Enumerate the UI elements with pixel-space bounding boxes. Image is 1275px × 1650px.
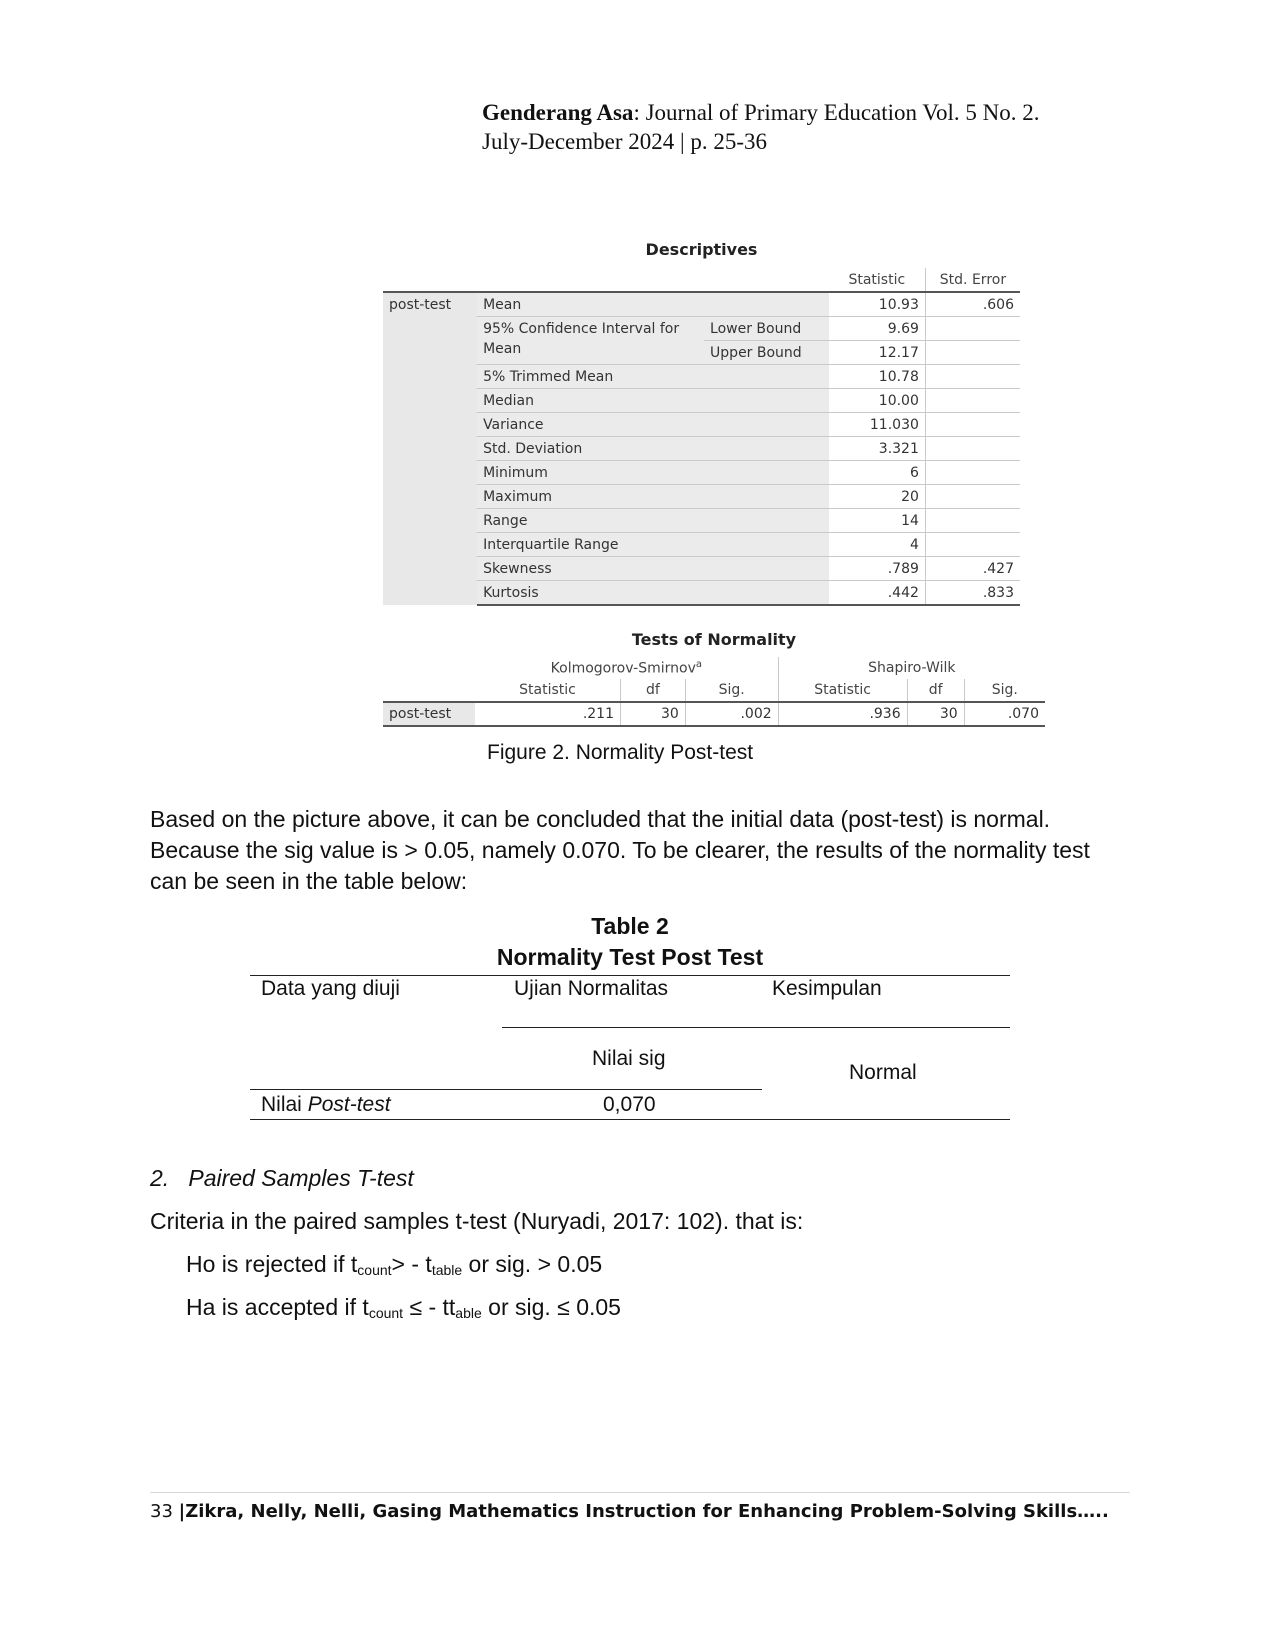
row-sublabel: Upper Bound [704, 341, 829, 365]
journal-issue: July-December 2024 | p. 25-36 [482, 129, 768, 154]
table-row [383, 509, 1020, 533]
col-df: df [907, 679, 964, 702]
descriptives-table [383, 268, 1020, 606]
ks-header: Kolmogorov-Smirnov$^a$ [550, 659, 702, 677]
row-label: Kurtosis [477, 581, 829, 606]
row-label: 5% Trimmed Mean [477, 365, 829, 389]
stat-value: .789 [829, 557, 926, 581]
row-label: Interquartile Range [477, 533, 829, 557]
criteria-ha: Ha is accepted if $t_{count}$ ≤ - $tt_{able}$ or sig. ≤ 0.05 [186, 1294, 621, 1321]
table2-col2: Ujian Normalitas [514, 977, 669, 1000]
col-std-error: Std. Error [925, 268, 1020, 292]
normality-title: Tests of Normality [631, 630, 797, 649]
journal-name: Genderang Asa [482, 100, 634, 125]
se-value [925, 413, 1020, 437]
figure-caption: Figure 2. Normality Post-test [487, 741, 754, 764]
row-sublabel: Lower Bound [704, 317, 829, 341]
sw-header: Shapiro-Wilk [778, 657, 1045, 679]
table2-top-rule [250, 975, 1010, 976]
table2-subcol: Nilai sig [592, 1047, 666, 1070]
table2-title [250, 911, 1010, 973]
table2-row-value: 0,070 [603, 1093, 656, 1116]
se-value [925, 365, 1020, 389]
stat-value: 10.78 [829, 365, 926, 389]
row-label: 95% Confidence Interval for [477, 317, 704, 341]
stat-value: 12.17 [829, 341, 926, 365]
col-sig: Sig. [964, 679, 1045, 702]
journal-info: : Journal of Primary Education Vol. 5 No. 2. [633, 100, 1040, 125]
table-row [383, 317, 1020, 341]
sw-sig: .070 [964, 702, 1045, 726]
stat-value: 11.030 [829, 413, 926, 437]
stat-value: 6 [829, 461, 926, 485]
table2-row-rule [250, 1089, 762, 1090]
row-label: Median [477, 389, 829, 413]
section-heading: 2. Paired Samples T-test [150, 1165, 414, 1191]
se-value [925, 437, 1020, 461]
table2-number: Table 2 [591, 913, 669, 939]
table2-col1: Data yang diuji [261, 977, 400, 1000]
stat-value: 10.00 [829, 389, 926, 413]
table-row [383, 292, 1020, 317]
se-value: .606 [925, 292, 1020, 317]
sw-statistic: .936 [778, 702, 907, 726]
descriptives-title: Descriptives [645, 240, 758, 259]
ks-statistic: .211 [475, 702, 620, 726]
table-row [383, 341, 1020, 365]
stat-value: 4 [829, 533, 926, 557]
se-value [925, 485, 1020, 509]
row-label: post-test [383, 702, 475, 726]
table2-mid-rule [502, 1027, 1010, 1028]
table-row [383, 702, 1045, 726]
table-row [383, 533, 1020, 557]
col-statistic: Statistic [778, 679, 907, 702]
footer-text: |Zikra, Nelly, Nelli, Gasing Mathematics Instruction for Enhancing Problem-Solving Skills….. [178, 1501, 1109, 1522]
row-label: Std. Deviation [477, 437, 829, 461]
col-statistic: Statistic [475, 679, 620, 702]
criteria-intro: Criteria in the paired samples t-test (Nuryadi, 2017: 102). that is: [150, 1208, 804, 1234]
ks-df: 30 [620, 702, 685, 726]
row-label: Maximum [477, 485, 829, 509]
stat-value: 3.321 [829, 437, 926, 461]
body-paragraph: Based on the picture above, it can be concluded that the initial data (post-test) is normal. Because the sig value is > 0.05, namely 0.070. To be clearer, the results of the normality test can be seen in the table below: [150, 806, 1090, 894]
row-label: Range [477, 509, 829, 533]
se-value [925, 317, 1020, 341]
table-row [383, 437, 1020, 461]
se-value [925, 509, 1020, 533]
stat-value: 10.93 [829, 292, 926, 317]
stat-value: 14 [829, 509, 926, 533]
se-value [925, 389, 1020, 413]
table-row [383, 485, 1020, 509]
table-row [383, 461, 1020, 485]
page-footer [150, 1492, 1130, 1522]
row-group-label: post-test [383, 292, 477, 605]
row-label: Minimum [477, 461, 829, 485]
table2-caption: Normality Test Post Test [496, 944, 764, 970]
row-label: Mean [477, 341, 704, 365]
page-number: 33 [150, 1501, 173, 1522]
se-value [925, 341, 1020, 365]
table-row [383, 557, 1020, 581]
col-statistic: Statistic [829, 268, 926, 292]
row-label: Skewness [477, 557, 829, 581]
col-sig: Sig. [685, 679, 778, 702]
table2-row-label: Nilai Post-test [261, 1093, 391, 1116]
journal-header [482, 98, 1040, 156]
table2-bottom-rule [250, 1119, 1010, 1120]
stat-value: 20 [829, 485, 926, 509]
se-value [925, 533, 1020, 557]
table-row [383, 389, 1020, 413]
table-row [383, 413, 1020, 437]
stat-value: .442 [829, 581, 926, 606]
col-df: df [620, 679, 685, 702]
se-value: .427 [925, 557, 1020, 581]
table2-conclusion: Normal [849, 1061, 917, 1084]
se-value [925, 461, 1020, 485]
table-row [383, 365, 1020, 389]
row-label: Variance [477, 413, 829, 437]
sw-df: 30 [907, 702, 964, 726]
criteria-ho: Ho is rejected if $t_{count}> - t_{table}$ or sig. > 0.05 [186, 1251, 603, 1278]
table-row [383, 581, 1020, 606]
se-value: .833 [925, 581, 1020, 606]
normality-table [383, 657, 1045, 727]
ks-sig: .002 [685, 702, 778, 726]
stat-value: 9.69 [829, 317, 926, 341]
table2-col3: Kesimpulan [772, 977, 882, 1000]
row-label: Mean [477, 292, 829, 317]
